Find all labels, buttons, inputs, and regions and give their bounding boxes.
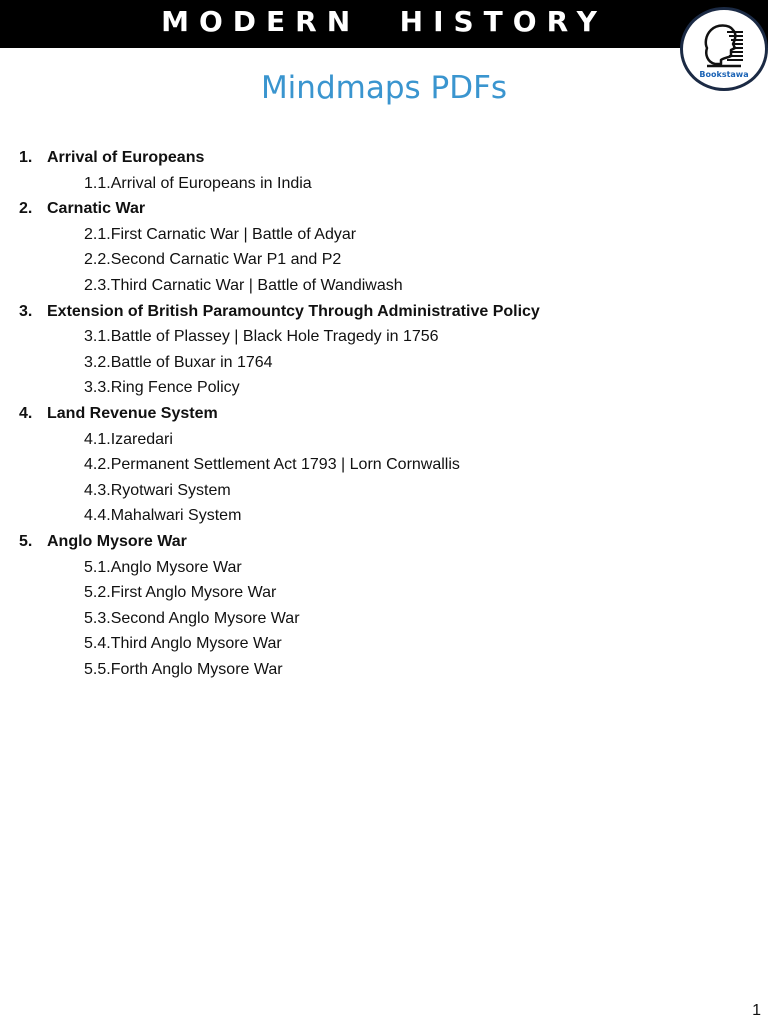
- toc-item: [0, 631, 768, 657]
- toc-section-number: 4.: [19, 404, 33, 422]
- toc-section-title: Arrival of Europeans: [47, 149, 205, 166]
- logo-label: Bookstawa: [699, 70, 749, 79]
- toc-item-label: 5.1.Anglo Mysore War: [84, 558, 242, 576]
- toc-item-label: 4.1.Izaredari: [84, 430, 173, 448]
- toc-item: [0, 171, 768, 197]
- toc-item: [0, 606, 768, 632]
- toc-section: [0, 145, 768, 171]
- toc-item-label: 4.2.Permanent Settlement Act 1793 | Lorn Cornwallis: [84, 456, 460, 474]
- toc-section-number: 1.: [19, 149, 33, 166]
- table-of-contents: [0, 145, 768, 682]
- toc-item: [0, 580, 768, 606]
- toc-item: [0, 452, 768, 478]
- toc-item-label: 3.1.Battle of Plassey | Black Hole Tragedy in 1756: [84, 328, 439, 346]
- toc-section-number: 3.: [19, 302, 33, 320]
- toc-section-title: Anglo Mysore War: [47, 532, 187, 550]
- toc-item: [0, 555, 768, 581]
- toc-section: [0, 299, 768, 325]
- toc-section: [0, 401, 768, 427]
- toc-item: [0, 657, 768, 683]
- toc-section-title: Extension of British Paramountcy Through Administrative Policy: [47, 302, 540, 320]
- toc-section: [0, 196, 768, 222]
- toc-item: [0, 273, 768, 299]
- toc-section-title: Carnatic War: [47, 200, 146, 218]
- page-title: Mindmaps PDFs: [260, 70, 508, 106]
- toc-item-label: 5.5.Forth Anglo Mysore War: [84, 660, 283, 678]
- toc-item-label: 2.3.Third Carnatic War | Battle of Wandiwash: [84, 276, 403, 294]
- page-number: 1: [752, 1002, 761, 1019]
- toc-section-number: 5.: [19, 532, 33, 550]
- toc-item: [0, 324, 768, 350]
- toc-item-label: 2.2.Second Carnatic War P1 and P2: [84, 251, 342, 269]
- toc-item-label: 5.3.Second Anglo Mysore War: [84, 609, 300, 627]
- toc-item-label: 2.1.First Carnatic War | Battle of Adyar: [84, 225, 357, 243]
- toc-item-label: 1.1.Arrival of Europeans in India: [84, 174, 312, 192]
- toc-item-label: 5.2.First Anglo Mysore War: [84, 584, 277, 602]
- toc-item-label: 4.3.Ryotwari System: [84, 481, 231, 499]
- toc-item: [0, 478, 768, 504]
- toc-section-title: Land Revenue System: [47, 404, 218, 422]
- toc-item: [0, 222, 768, 248]
- toc-item: [0, 375, 768, 401]
- header-title: MODERN HISTORY: [161, 5, 607, 38]
- toc-section-number: 2.: [19, 200, 33, 218]
- toc-item-label: 3.3.Ring Fence Policy: [84, 379, 240, 397]
- toc-section: [0, 529, 768, 555]
- toc-item: [0, 427, 768, 453]
- toc-item: [0, 350, 768, 376]
- toc-item-label: 5.4.Third Anglo Mysore War: [84, 635, 282, 653]
- toc-item-label: 4.4.Mahalwari System: [84, 507, 242, 525]
- toc-item: [0, 247, 768, 273]
- toc-item: [0, 503, 768, 529]
- toc-item-label: 3.2.Battle of Buxar in 1764: [84, 353, 273, 371]
